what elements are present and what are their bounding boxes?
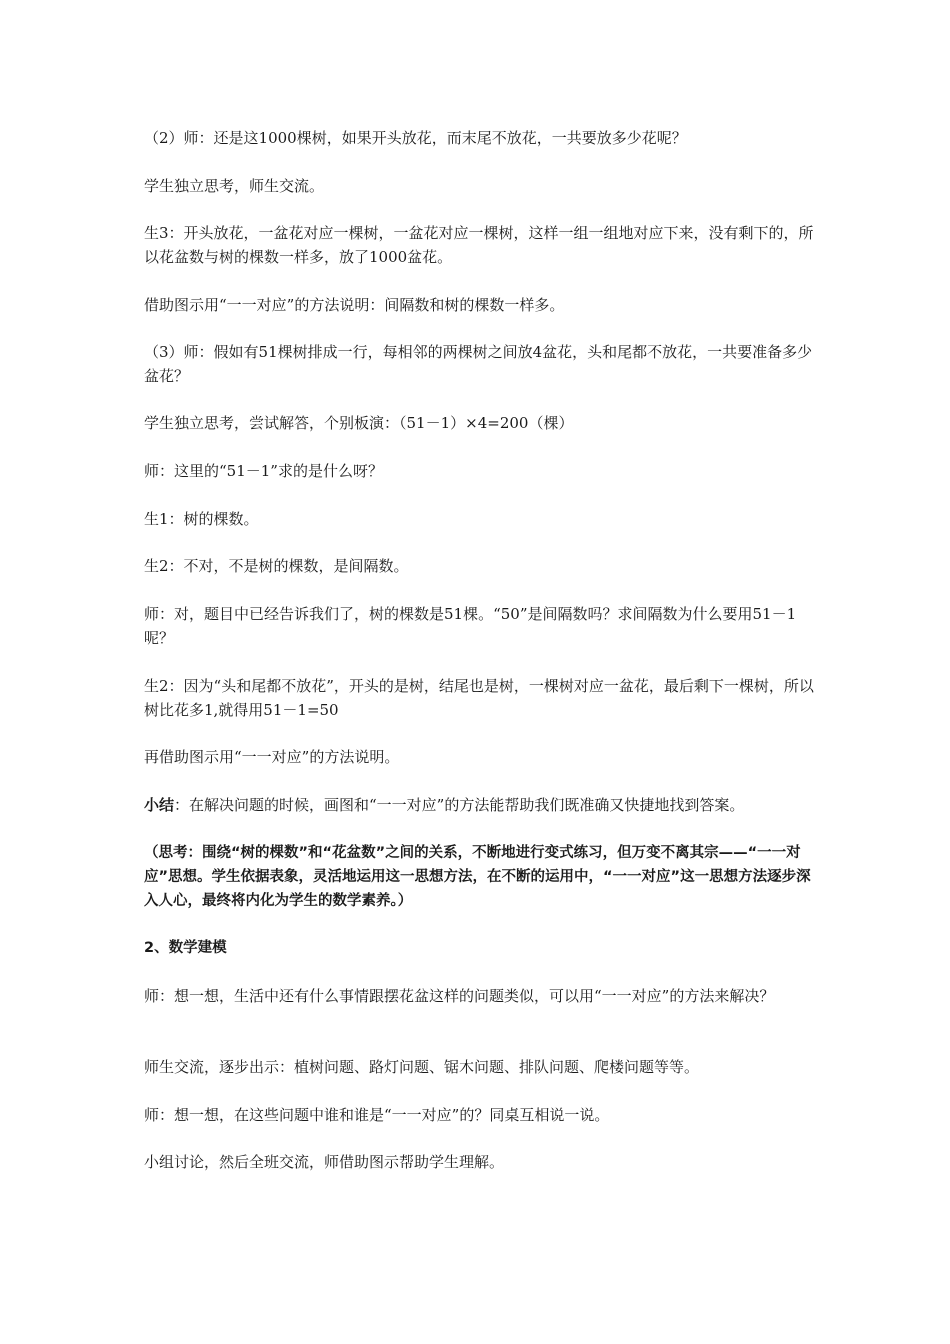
paragraph-teacher-explain: 师：对，题目中已经告诉我们了，树的棵数是51棵。“50”是间隔数吗？求间隔数为什么要用51－1呢？ xyxy=(144,605,797,647)
paragraph-student-3-answer: 生3：开头放花，一盆花对应一棵树，一盆花对应一棵树，这样一组一组地对应下来，没有剩下的，所以花盆数与树的棵数一样多，放了1000盆花。 xyxy=(144,224,814,266)
paragraph-student-solve: 学生独立思考，尝试解答，个别板演：（51－1）×4=200（棵） xyxy=(144,414,574,432)
section-heading-modeling: 2、数学建模 xyxy=(144,940,227,956)
paragraph-reflection: （思考：围绕“树的棵数”和“花盆数”之间的关系，不断地进行变式练习，但万变不离其宗——“一一对应”思想。学生依据表象，灵活地运用这一思想方法，在不断的运用中，“一一对应”这一思想方法逐步深入人心，最终将内化为学生的数学素养。） xyxy=(144,845,811,909)
paragraph-teacher-pair: 师：想一想，在这些问题中谁和谁是“一一对应”的？同桌互相说一说。 xyxy=(144,1106,610,1124)
paragraph-student-2-a: 生2：不对，不是树的棵数，是间隔数。 xyxy=(144,557,409,575)
summary-text: ：在解决问题的时候，画图和“一一对应”的方法能帮助我们既准确又快捷地找到答案。 xyxy=(174,796,745,814)
paragraph-question-2: （2）师：还是这1000棵树，如果开头放花，而末尾不放花，一共要放多少花呢？ xyxy=(144,129,687,147)
summary-label: 小结 xyxy=(144,796,175,814)
paragraph-student-think-1: 学生独立思考，师生交流。 xyxy=(144,177,325,195)
paragraph-teacher-think: 师：想一想，生活中还有什么事情跟摆花盆这样的问题类似，可以用“一一对应”的方法来解决？ xyxy=(144,987,775,1005)
paragraph-teacher-ask: 师：这里的“51－1”求的是什么呀？ xyxy=(144,462,383,480)
paragraph-illustration-2: 再借助图示用“一一对应”的方法说明。 xyxy=(144,748,400,766)
paragraph-student-1: 生1：树的棵数。 xyxy=(144,510,259,528)
paragraph-illustration-1: 借助图示用“一一对应”的方法说明：间隔数和树的棵数一样多。 xyxy=(144,296,565,314)
paragraph-student-2-b: 生2：因为“头和尾都不放花”，开头的是树，结尾也是树，一棵树对应一盆花，最后剩下一棵树，所以树比花多1,就得用51－1=50 xyxy=(144,677,814,719)
paragraph-summary xyxy=(144,793,824,817)
paragraph-exchange: 师生交流，逐步出示：植树问题、路灯问题、锯木问题、排队问题、爬楼问题等等。 xyxy=(144,1058,700,1076)
paragraph-group-discuss: 小组讨论，然后全班交流，师借助图示帮助学生理解。 xyxy=(144,1153,505,1171)
paragraph-question-3: （3）师：假如有51棵树排成一行，每相邻的两棵树之间放4盆花，头和尾都不放花，一共要准备多少盆花？ xyxy=(144,343,813,385)
